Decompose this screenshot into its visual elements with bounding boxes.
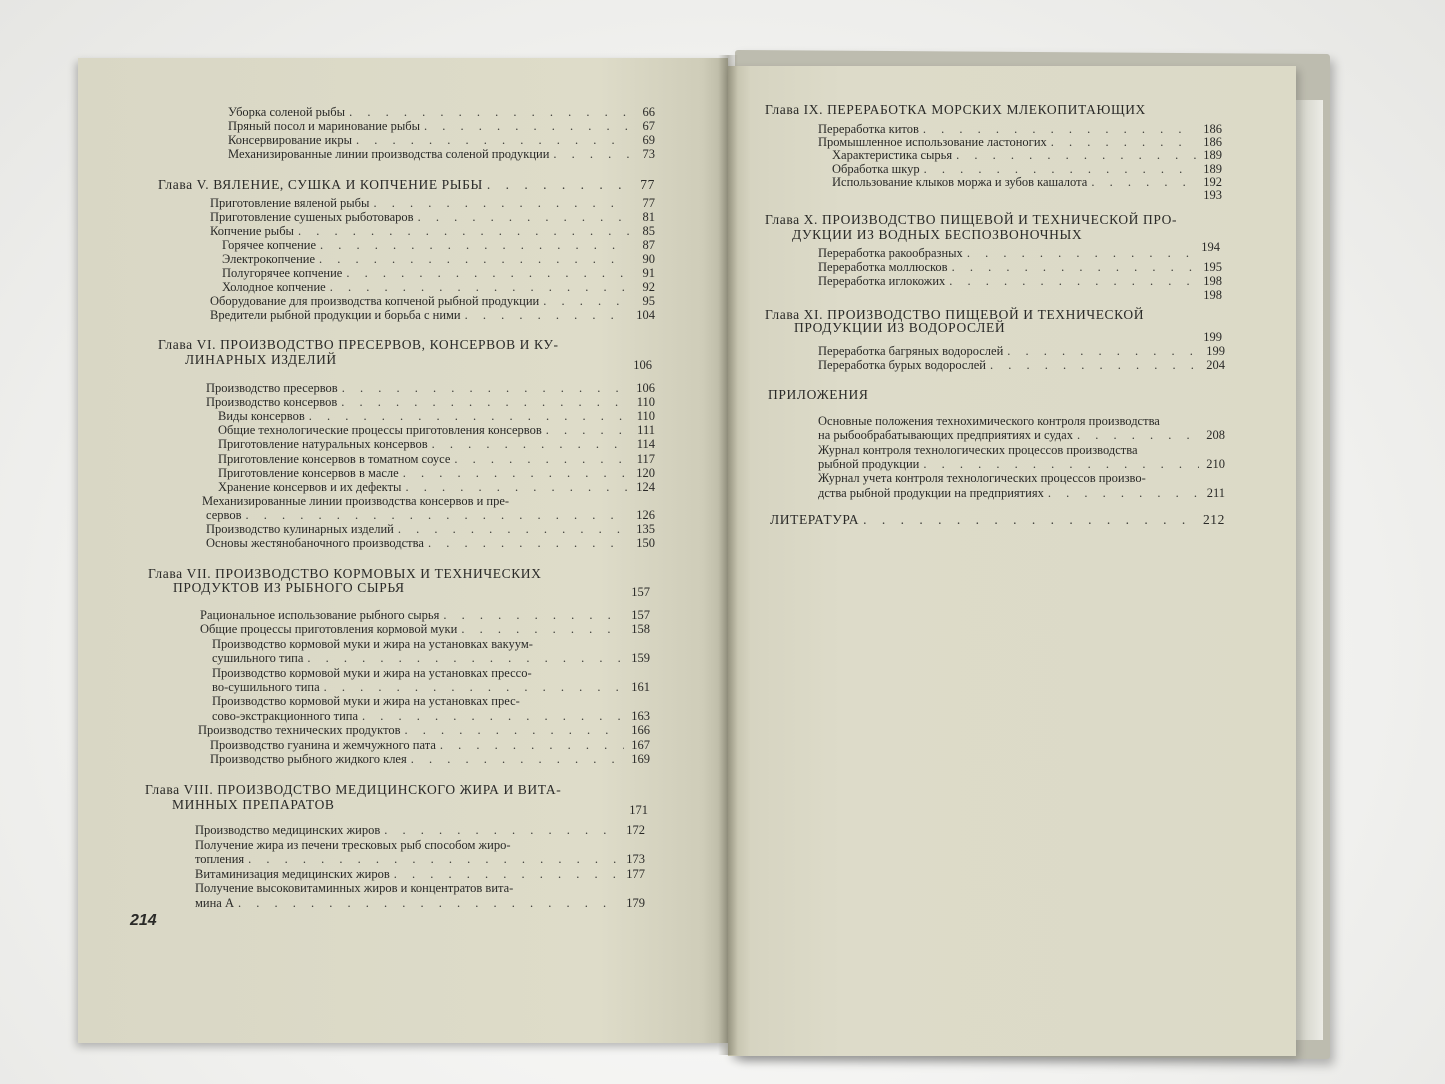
chapter-page: 194: [1201, 240, 1220, 254]
toc-entry-page: 126: [636, 507, 655, 522]
toc-entry: [818, 344, 1225, 358]
toc-entry-title: Глава V. ВЯЛЕНИЕ, СУШКА И КОПЧЕНИЕ РЫБЫ: [158, 177, 483, 192]
toc-entry-page: 210: [1206, 456, 1225, 471]
toc-leader-dots: [330, 280, 629, 294]
chapter-page: 106: [633, 358, 652, 372]
toc-entry-title: сервов: [206, 507, 242, 522]
toc-leader-dots: [443, 608, 624, 622]
toc-entry-page: 110: [636, 409, 655, 424]
toc-entry: [218, 409, 655, 423]
toc-leader-dots: [863, 513, 1199, 527]
toc-entry: [832, 162, 1222, 176]
chapter-heading: МИННЫХ ПРЕПАРАТОВ: [172, 797, 335, 812]
toc-entry: [218, 466, 655, 480]
toc-entry: [195, 823, 645, 837]
toc-entry-page: 195: [1203, 260, 1222, 274]
toc-entry-page: 85: [642, 224, 655, 238]
toc-leader-dots: [553, 147, 629, 161]
toc-entry-page: 114: [636, 437, 655, 452]
toc-leader-dots: [1048, 486, 1199, 500]
toc-entry-title: топления: [195, 852, 245, 867]
toc-entry-page: 198: [1203, 288, 1222, 302]
toc-entry-title: Хранение консервов и их дефекты: [218, 479, 402, 494]
toc-entry: [228, 105, 655, 119]
toc-entry-page: 95: [642, 294, 655, 308]
toc-entry-title: Приготовление консервов в томатном соусе: [218, 451, 451, 466]
toc-entry: [228, 133, 655, 147]
toc-entry-page: 150: [636, 536, 655, 551]
toc-leader-dots: [298, 224, 629, 238]
toc-leader-dots: [487, 178, 629, 192]
chapter-heading: Глава XI. ПРОИЗВОДСТВО ПИЩЕВОЙ И ТЕХНИЧЕСКОЙ: [765, 307, 1145, 322]
toc-entry-title: Электрокопчение: [222, 252, 316, 266]
toc-leader-dots: [411, 752, 624, 766]
toc-leader-dots: [465, 308, 629, 322]
toc-entry-title: Журнал контроля технологических процессов производства: [818, 442, 1138, 457]
toc-entry: [832, 175, 1222, 189]
page-number: 214: [130, 912, 157, 929]
toc-entry-title: Приготовление сушеных рыботоваров: [210, 210, 414, 224]
toc-entry: [210, 294, 655, 308]
toc-leader-dots: [341, 395, 629, 409]
toc-leader-dots: [324, 680, 624, 694]
toc-leader-dots: [245, 508, 629, 522]
toc-leader-dots: [923, 122, 1196, 136]
toc-entry-title: Холодное копчение: [222, 280, 326, 294]
toc-entry-page: 199: [1206, 344, 1225, 358]
toc-entry-page: 92: [642, 280, 655, 294]
toc-leader-dots: [403, 466, 629, 480]
toc-entry: [818, 135, 1222, 149]
toc-entry-title: Полугорячее копчение: [222, 266, 343, 280]
toc-entry-page: 163: [631, 708, 650, 723]
toc-leader-dots: [320, 238, 629, 252]
toc-entry: [210, 224, 655, 238]
toc-leader-dots: [418, 210, 629, 224]
toc-entry: [228, 119, 655, 133]
toc-leader-dots: [923, 457, 1199, 471]
toc-entry-title: Промышленное использование ластоногих: [818, 135, 1047, 150]
toc-entry: [200, 608, 650, 622]
toc-entry-title: Переработка ракообразных: [818, 246, 963, 260]
toc-entry-page: 161: [631, 680, 650, 694]
toc-entry-title: Производство гуанина и жемчужного пата: [210, 737, 436, 752]
toc-entry-page: 172: [626, 823, 645, 837]
toc-entry: [202, 494, 655, 508]
toc-entry-title: Рациональное использование рыбного сырья: [200, 608, 440, 622]
toc-entry-title: Приготовление вяленой рыбы: [210, 196, 370, 210]
toc-entry-page: 124: [636, 479, 655, 494]
toc-entry: [210, 738, 650, 752]
toc-entry-page: 69: [642, 133, 655, 147]
toc-entry-title: Получение высоковитаминных жиров и концентратов вита-: [195, 881, 514, 896]
toc-leader-dots: [1007, 344, 1199, 358]
toc-entry-page: 211: [1206, 485, 1225, 500]
toc-leader-dots: [248, 852, 619, 866]
toc-entry: [210, 752, 650, 766]
toc-leader-dots: [398, 522, 629, 536]
toc-entry: [818, 457, 1225, 471]
toc-entry: [818, 414, 1225, 428]
toc-leader-dots: [384, 823, 619, 837]
toc-entry: [222, 238, 655, 252]
toc-entry-title: Приготовление натуральных консервов: [218, 437, 428, 452]
toc-entry-page: 67: [642, 119, 655, 133]
toc-entry: [770, 513, 1225, 527]
toc-entry-page: 186: [1203, 122, 1222, 136]
toc-entry-page: 208: [1206, 428, 1225, 443]
toc-entry-page: 91: [642, 266, 655, 280]
toc-leader-dots: [428, 536, 629, 550]
toc-entry: [218, 452, 655, 466]
toc-entry: [195, 852, 645, 866]
toc-leader-dots: [461, 622, 624, 636]
toc-leader-dots: [546, 423, 629, 437]
toc-entry-title: Переработка иглокожих: [818, 274, 946, 288]
toc-entry: [218, 423, 655, 437]
toc-entry: [818, 358, 1225, 372]
chapter-heading: ЛИНАРНЫХ ИЗДЕЛИЙ: [185, 352, 337, 367]
toc-entry-title: Переработка бурых водорослей: [818, 358, 986, 372]
toc-entry-title: рыбной продукции: [818, 456, 920, 471]
toc-entry: [218, 437, 655, 451]
toc-entry: [818, 246, 1222, 260]
chapter-heading: Глава VII. ПРОИЗВОДСТВО КОРМОВЫХ И ТЕХНИЧЕСКИХ: [148, 566, 542, 581]
toc-entry: [222, 280, 655, 294]
toc-entry-page: 158: [631, 622, 650, 637]
toc-entry-page: 90: [642, 252, 655, 266]
toc-entry-title: Переработка моллюсков: [818, 260, 948, 274]
chapter-page: 199: [1203, 330, 1222, 344]
toc-entry-title: Обработка шкур: [832, 161, 920, 176]
toc-entry-page: 120: [636, 465, 655, 480]
toc-entry-page: 212: [1202, 512, 1225, 527]
toc-entry: [206, 395, 655, 409]
toc-entry-title: Уборка соленой рыбы: [228, 105, 346, 119]
toc-entry: [206, 508, 655, 522]
chapter-page: 171: [629, 803, 648, 817]
toc-entry-page: 173: [626, 852, 645, 867]
toc-entry: [818, 122, 1222, 136]
toc-entry-title: ЛИТЕРАТУРА: [770, 512, 860, 527]
toc-entry-page: 159: [631, 651, 650, 666]
toc-entry: [212, 666, 650, 680]
toc-leader-dots: [440, 738, 624, 752]
toc-entry-page: 179: [626, 896, 645, 910]
toc-leader-dots: [1077, 428, 1199, 442]
toc-entry: [212, 680, 650, 694]
toc-entry-title: Переработка китов: [818, 122, 919, 136]
toc-entry-title: Производство кулинарных изделий: [206, 522, 394, 536]
toc-leader-dots: [349, 105, 629, 119]
chapter-heading: ПРОДУКЦИИ ИЗ ВОДОРОСЛЕЙ: [794, 320, 1006, 335]
toc-entry: [818, 274, 1222, 288]
toc-entry-title: Оборудование для производства копченой рыбной продукции: [210, 294, 540, 308]
chapter-heading: Глава IX. ПЕРЕРАБОТКА МОРСКИХ МЛЕКОПИТАЮЩИХ: [765, 102, 1146, 117]
toc-entry-title: Характеристика сырья: [832, 148, 953, 163]
toc-entry: [222, 266, 655, 280]
toc-entry-title: Консервирование икры: [228, 133, 352, 147]
toc-leader-dots: [346, 266, 629, 280]
toc-entry-page: 81: [642, 210, 655, 224]
toc-entry: [818, 471, 1225, 485]
toc-entry-title: Витаминизация медицинских жиров: [195, 866, 390, 881]
toc-entry-title: мина А: [195, 896, 234, 910]
toc-entry-page: 192: [1203, 174, 1222, 189]
toc-leader-dots: [405, 480, 629, 494]
toc-entry: [158, 178, 655, 192]
toc-entry: [212, 637, 650, 651]
toc-entry: [195, 896, 645, 910]
toc-entry-title: Основные положения технохимического контроля производства: [818, 414, 1160, 428]
toc-entry-page: 189: [1203, 161, 1222, 176]
book-gutter: [718, 55, 738, 1055]
toc-entry: [222, 252, 655, 266]
toc-leader-dots: [956, 148, 1196, 162]
toc-entry-title: Производство кормовой муки и жира на установках прес-: [212, 694, 520, 709]
toc-entry: [818, 260, 1222, 274]
toc-entry: [206, 536, 655, 550]
chapter-heading: Глава VIII. ПРОИЗВОДСТВО МЕДИЦИНСКОГО ЖИРА И ВИТА-: [145, 782, 562, 797]
toc-entry: [206, 522, 655, 536]
toc-leader-dots: [238, 896, 619, 910]
toc-entry-page: 66: [642, 105, 655, 119]
toc-entry-page: 198: [1203, 274, 1222, 288]
toc-entry-title: Копчение рыбы: [210, 224, 294, 238]
toc-entry: [206, 381, 655, 395]
toc-entry-title: Механизированные линии производства соленой продукции: [228, 147, 550, 161]
toc-entry-page: 77: [642, 196, 655, 210]
chapter-page: 157: [631, 585, 650, 599]
toc-entry: [198, 723, 650, 737]
toc-entry-title: Механизированные линии производства консервов и пре-: [202, 493, 510, 508]
toc-entry-page: 104: [636, 308, 655, 322]
toc-entry-page: 135: [636, 522, 655, 536]
toc-leader-dots: [424, 119, 629, 133]
toc-entry-page: 111: [637, 423, 655, 438]
toc-entry: [818, 428, 1225, 442]
toc-leader-dots: [356, 133, 629, 147]
toc-entry: [832, 148, 1222, 162]
toc-leader-dots: [309, 409, 629, 423]
toc-entry-page: 204: [1206, 358, 1225, 372]
toc-entry-title: Производство пресервов: [206, 381, 338, 395]
toc-leader-dots: [342, 381, 629, 395]
toc-leader-dots: [362, 709, 624, 723]
toc-entry: [818, 288, 1222, 302]
toc-entry-title: Производство кормовой муки и жира на установках вакуум-: [212, 636, 533, 651]
toc-entry: [212, 694, 650, 708]
toc-entry-title: Производство консервов: [206, 395, 338, 410]
toc-entry-title: Пряный посол и маринование рыбы: [228, 119, 420, 133]
toc-entry: [195, 881, 645, 895]
toc-entry-title: Переработка багряных водорослей: [818, 344, 1004, 358]
chapter-heading: Глава X. ПРОИЗВОДСТВО ПИЩЕВОЙ И ТЕХНИЧЕСКОЙ ПРО-: [765, 212, 1178, 227]
toc-entry-page: 167: [631, 737, 650, 752]
toc-entry: [212, 709, 650, 723]
toc-entry-title: Основы жестянобаночного производства: [206, 536, 424, 551]
toc-leader-dots: [952, 260, 1196, 274]
toc-entry-title: Виды консервов: [218, 409, 305, 424]
toc-entry: [228, 147, 655, 161]
toc-entry-title: Производство кормовой муки и жира на установках прессо-: [212, 665, 532, 680]
toc-entry-page: 193: [1203, 188, 1222, 202]
appendix-heading: ПРИЛОЖЕНИЯ: [768, 387, 869, 402]
toc-leader-dots: [990, 358, 1199, 372]
toc-entry-title: Производство технических продуктов: [198, 723, 401, 738]
toc-leader-dots: [307, 651, 624, 665]
toc-entry-page: 106: [636, 381, 655, 395]
toc-entry-page: 117: [636, 451, 655, 466]
toc-entry: [210, 210, 655, 224]
toc-leader-dots: [432, 437, 629, 451]
toc-entry: [818, 188, 1222, 202]
toc-leader-dots: [924, 162, 1196, 176]
toc-entry: [818, 443, 1225, 457]
chapter-heading: ПРОДУКТОВ ИЗ РЫБНОГО СЫРЬЯ: [173, 580, 405, 595]
toc-entry: [195, 867, 645, 881]
chapter-heading: Глава VI. ПРОИЗВОДСТВО ПРЕСЕРВОВ, КОНСЕРВОВ И КУ-: [158, 337, 559, 352]
toc-entry-title: Получение жира из печени тресковых рыб способом жиро-: [195, 837, 511, 852]
toc-entry-page: 110: [636, 395, 655, 410]
toc-leader-dots: [949, 274, 1196, 288]
toc-entry-page: 157: [631, 608, 650, 622]
toc-entry-page: 177: [626, 866, 645, 881]
toc-entry-title: Использование клыков моржа и зубов кашалота: [832, 174, 1088, 189]
toc-entry-title: Приготовление консервов в масле: [218, 465, 399, 480]
toc-entry: [195, 838, 645, 852]
toc-entry-page: 73: [642, 147, 655, 161]
toc-entry-title: на рыбообрабатывающих предприятиях и судах: [818, 428, 1073, 443]
toc-entry-page: 77: [640, 177, 655, 192]
toc-entry-page: 169: [631, 752, 650, 766]
toc-entry-title: дства рыбной продукции на предприятиях: [818, 485, 1044, 500]
toc-entry-title: Горячее копчение: [222, 238, 317, 252]
toc-entry: [200, 622, 650, 636]
toc-entry-page: 186: [1203, 135, 1222, 150]
toc-entry-title: Общие технологические процессы приготовления консервов: [218, 423, 542, 438]
toc-entry-title: Производство рыбного жидкого клея: [210, 752, 407, 766]
toc-entry-title: сушильного типа: [212, 651, 304, 666]
toc-entry: [218, 480, 655, 494]
toc-leader-dots: [405, 723, 624, 737]
toc-leader-dots: [543, 294, 629, 308]
toc-leader-dots: [454, 452, 629, 466]
toc-entry-title: Журнал учета контроля технологических процессов произво-: [818, 471, 1146, 486]
toc-leader-dots: [373, 196, 629, 210]
toc-leader-dots: [1051, 135, 1196, 149]
toc-entry-title: во-сушильного типа: [212, 680, 320, 694]
toc-leader-dots: [967, 246, 1196, 260]
toc-entry: [210, 308, 655, 322]
toc-entry-page: 87: [642, 238, 655, 252]
toc-leader-dots: [319, 252, 629, 266]
toc-entry-title: сово-экстракционного типа: [212, 708, 359, 723]
toc-leader-dots: [394, 867, 619, 881]
toc-entry: [212, 651, 650, 665]
toc-entry-title: Вредители рыбной продукции и борьба с ними: [210, 308, 461, 322]
toc-entry-title: Общие процессы приготовления кормовой муки: [200, 622, 458, 637]
toc-entry: [818, 486, 1225, 500]
chapter-heading: ДУКЦИИ ИЗ ВОДНЫХ БЕСПОЗВОНОЧНЫХ: [792, 227, 1083, 242]
toc-entry-title: Производство медицинских жиров: [195, 823, 381, 837]
toc-entry: [210, 196, 655, 210]
toc-entry-page: 189: [1203, 148, 1222, 163]
toc-entry-page: 166: [631, 723, 650, 738]
toc-leader-dots: [1091, 175, 1196, 189]
